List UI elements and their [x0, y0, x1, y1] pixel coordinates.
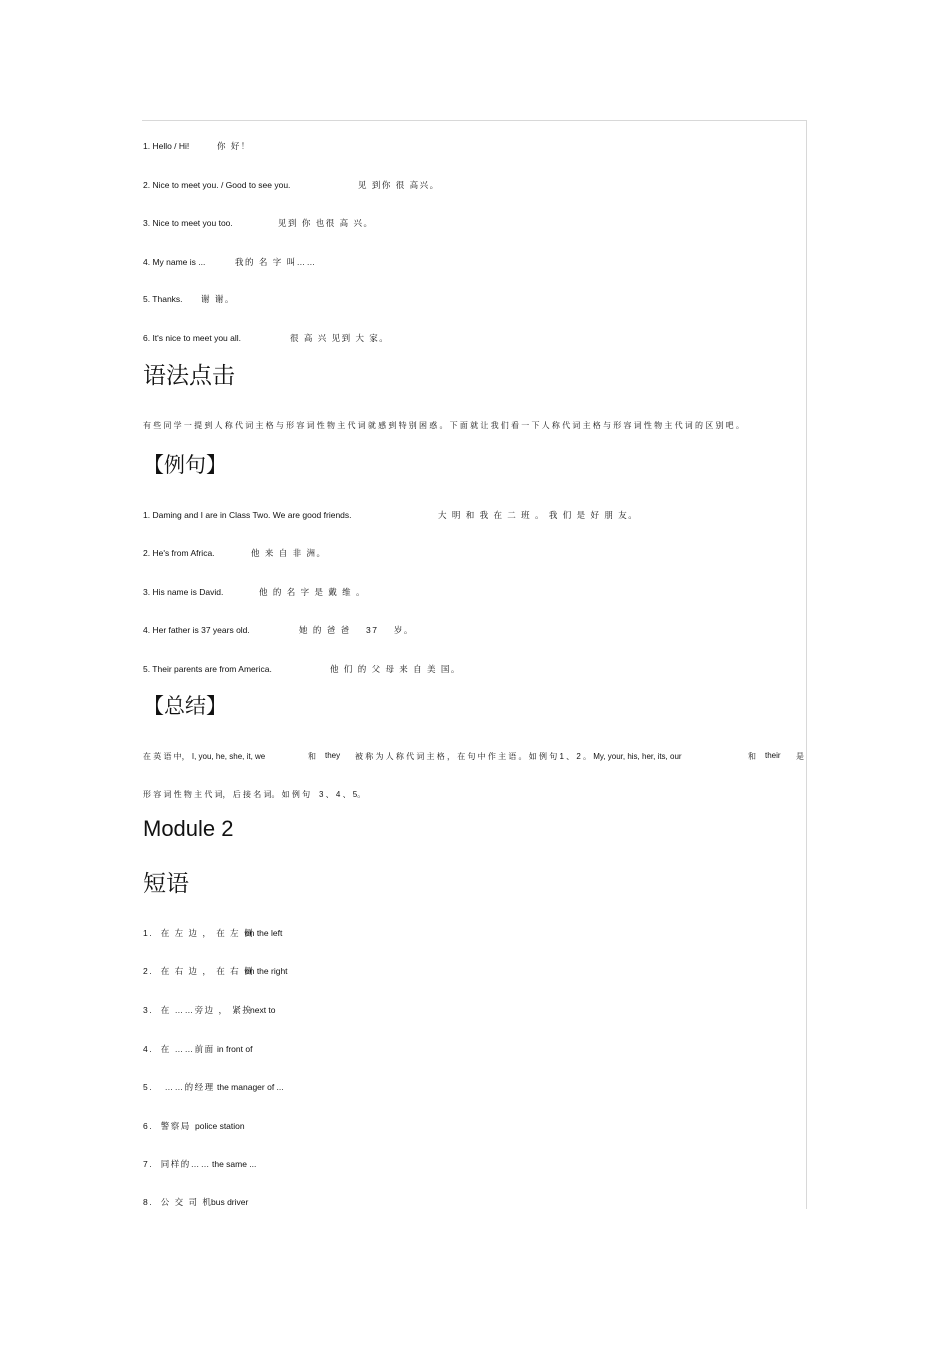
greeting-line	[143, 140, 251, 152]
greeting-cn: 很 高 兴 见到 大 家。	[290, 333, 390, 343]
greeting-line	[143, 217, 373, 229]
greeting-cn: 见到 你 也很 高 兴。	[278, 218, 374, 228]
example-line	[143, 547, 326, 559]
summary-text: their	[765, 751, 781, 760]
phrases-heading: 短语	[143, 871, 189, 897]
example-en: 1. Daming and I are in Class Two. We are good friends.	[143, 510, 352, 520]
grammar-intro: 有 些 同 学 一 提 到 人 称 代 词 主 格 与 形 容 词 性 物 主 代 词 就 感 到 特 别 困 惑 。 下 面 就 让 我 们 看 一 下 人 称 代 词 主 格 与 形 容 词 性 物 主 代 词 的 区 别 吧 。	[143, 421, 744, 430]
example-line	[143, 509, 638, 521]
phrase-line	[143, 1004, 276, 1016]
example-line	[143, 586, 366, 598]
summary-text: 被 称 为 人 称 代 词 主 格 ， 在 句 中 作 主 语 。 如 例 句 1 、 2 。 My, your, his, her, its, our	[355, 752, 682, 761]
examples-heading: 【例句】	[143, 453, 227, 477]
summary-text: 和	[748, 752, 756, 761]
example-cn: 他 来 自 非 洲。	[251, 548, 327, 558]
greeting-line	[143, 332, 389, 344]
greeting-en: 4. My name is ...	[143, 257, 206, 267]
summary-text: they	[325, 751, 341, 760]
example-line	[143, 624, 414, 636]
phrase-cn: 2. 在 右 边 ， 在 右 侧	[143, 966, 254, 976]
summary-line-2: 形 容 词 性 物 主 代 词， 后 接 名 词。 如 例 句 3 、 4 、 5。	[143, 790, 366, 799]
example-cn: 她 的 爸 爸 37 岁。	[299, 625, 414, 635]
summary-heading: 【总结】	[143, 694, 227, 718]
greeting-en: 6. It's nice to meet you all.	[143, 333, 242, 343]
greeting-en: 1. Hello / Hi!	[143, 141, 190, 151]
example-en: 5. Their parents are from America.	[143, 664, 272, 674]
phrase-en: bus driver	[211, 1197, 249, 1207]
phrase-cn: 8. 公 交 司 机	[143, 1197, 213, 1207]
example-en: 3. His name is David.	[143, 587, 224, 597]
greeting-cn: 你 好！	[217, 141, 251, 151]
phrase-cn: 6. 警察局	[143, 1121, 191, 1131]
greeting-cn: 我的 名 字 叫……	[235, 257, 317, 267]
greeting-en: 2. Nice to meet you. / Good to see you.	[143, 180, 291, 190]
summary-text: 在 英 语 中， I, you, he, she, it, we	[143, 752, 266, 761]
summary-text: 是	[796, 752, 804, 761]
phrase-line	[143, 965, 288, 977]
phrase-cn: 4. 在 ……前面	[143, 1044, 215, 1054]
example-line	[143, 663, 461, 675]
greeting-cn: 见 到你 很 高兴。	[358, 180, 440, 190]
phrase-line	[143, 1158, 256, 1170]
phrase-line	[143, 1081, 284, 1093]
phrase-cn: 1. 在 左 边 ， 在 左 侧	[143, 928, 254, 938]
phrase-en: the same ...	[212, 1159, 257, 1169]
phrase-en: on the left	[245, 928, 283, 938]
phrase-en: in front of	[217, 1044, 253, 1054]
phrase-cn: 3. 在 ……旁边 ， 紧挨	[143, 1005, 253, 1015]
phrase-line	[143, 1043, 252, 1055]
phrase-en: the manager of ...	[217, 1082, 284, 1092]
example-cn: 他 们 的 父 母 来 自 美 国。	[330, 664, 461, 674]
greeting-en: 5. Thanks.	[143, 294, 183, 304]
phrase-cn: 5. ……的经理	[143, 1082, 215, 1092]
greeting-en: 3. Nice to meet you too.	[143, 218, 233, 228]
phrase-en: on the right	[245, 966, 288, 976]
greeting-line	[143, 179, 440, 191]
greeting-cn: 谢 谢。	[201, 294, 235, 304]
summary-text: 和	[308, 752, 316, 761]
greeting-line	[143, 256, 317, 268]
phrase-line	[143, 1196, 248, 1208]
example-cn: 大 明 和 我 在 二 班 。 我 们 是 好 朋 友。	[438, 510, 639, 520]
phrase-en: police station	[195, 1121, 245, 1131]
module-heading: Module 2	[143, 816, 234, 841]
greeting-line	[143, 293, 235, 305]
phrase-line	[143, 1120, 245, 1132]
phrase-line	[143, 927, 282, 939]
grammar-heading: 语法点击	[143, 363, 235, 389]
example-cn: 他 的 名 字 是 戴 维 。	[259, 587, 367, 597]
example-en: 4. Her father is 37 years old.	[143, 625, 250, 635]
phrase-cn: 7. 同样的……	[143, 1159, 211, 1169]
example-en: 2. He's from Africa.	[143, 548, 215, 558]
phrase-en: next to	[250, 1005, 276, 1015]
